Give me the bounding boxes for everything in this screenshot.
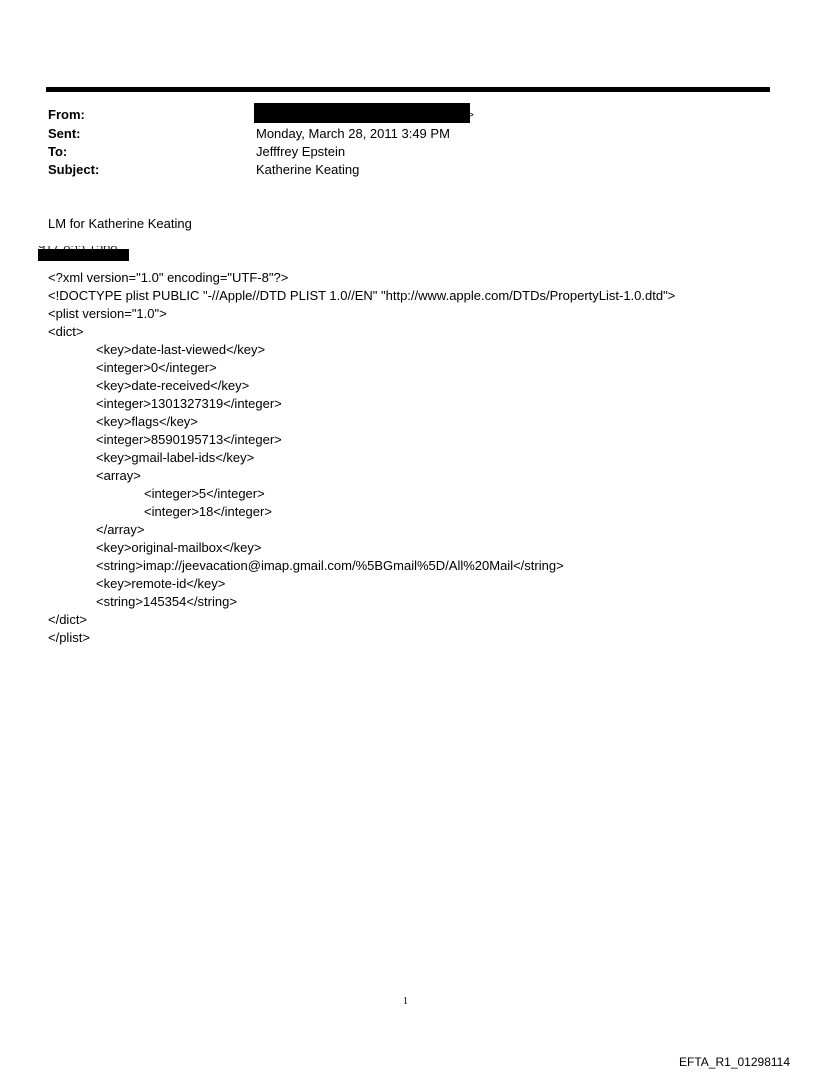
plist-line: <dict> <box>48 324 84 339</box>
sent-value: Monday, March 28, 2011 3:49 PM <box>256 126 450 141</box>
sent-label: Sent: <box>48 126 81 141</box>
plist-line: <key>remote-id</key> <box>96 576 226 591</box>
plist-line: <plist version="1.0"> <box>48 306 167 321</box>
plist-line: </array> <box>96 522 145 537</box>
plist-line: <key>date-last-viewed</key> <box>96 342 266 357</box>
plist-line: </dict> <box>48 612 88 627</box>
plist-line: <array> <box>96 468 141 483</box>
page-number: 1 <box>403 996 408 1007</box>
header-rule <box>46 87 770 92</box>
redaction-box-from <box>254 103 470 123</box>
plist-line: <key>flags</key> <box>96 414 198 429</box>
to-label: To: <box>48 144 68 159</box>
plist-line: <integer>1301327319</integer> <box>96 396 282 411</box>
redaction-box-phone <box>38 249 129 261</box>
plist-line: <integer>5</integer> <box>144 486 265 501</box>
subject-value: Katherine Keating <box>256 162 360 177</box>
bates-number: EFTA_R1_01298114 <box>679 1055 790 1069</box>
message-text: LM for Katherine Keating <box>48 216 192 231</box>
from-value-tick: > <box>468 110 474 121</box>
plist-line: <key>gmail-label-ids</key> <box>96 450 255 465</box>
plist-line: <integer>8590195713</integer> <box>96 432 282 447</box>
plist-line: <!DOCTYPE plist PUBLIC "-//Apple//DTD PLIST 1.0//EN" "http://www.apple.com/DTDs/PropertyList-1.0.dtd"> <box>48 288 676 303</box>
plist-line: <string>imap://jeevacation@imap.gmail.com/%5BGmail%5D/All%20Mail</string> <box>96 558 564 573</box>
plist-line: <key>date-received</key> <box>96 378 250 393</box>
plist-line: <integer>0</integer> <box>96 360 217 375</box>
to-value: Jefffrey Epstein <box>256 144 346 159</box>
subject-label: Subject: <box>48 162 100 177</box>
plist-line: <string>145354</string> <box>96 594 237 609</box>
plist-line: </plist> <box>48 630 90 645</box>
from-label: From: <box>48 107 85 122</box>
plist-line: <?xml version="1.0" encoding="UTF-8"?> <box>48 270 289 285</box>
plist-line: <key>original-mailbox</key> <box>96 540 262 555</box>
plist-line: <integer>18</integer> <box>144 504 272 519</box>
